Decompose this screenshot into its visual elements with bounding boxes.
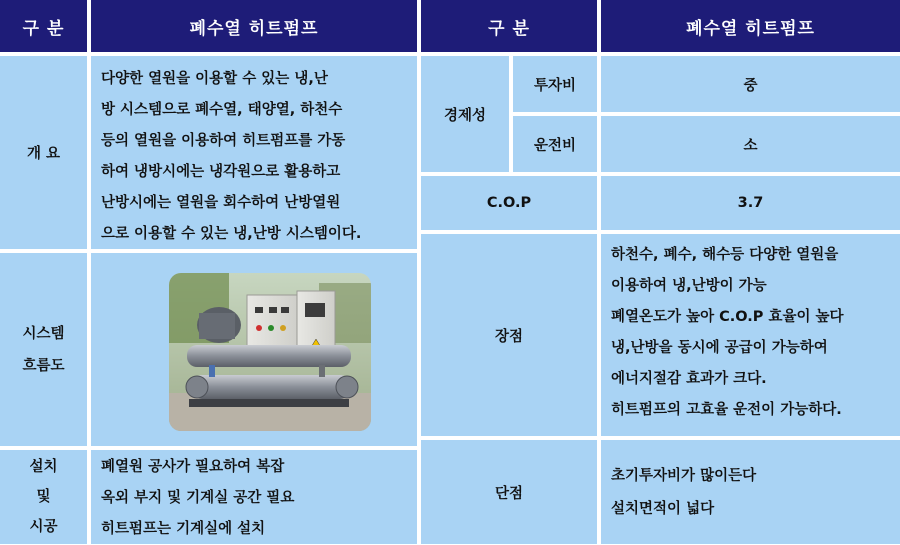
overview-line: 다양한 열원을 이용할 수 있는 냉,난: [101, 71, 328, 87]
install-label-line1: 설치: [29, 459, 58, 475]
install-line: 히트펌프는 기계실에 설치: [101, 521, 266, 537]
overview-label: 개 요: [0, 56, 87, 249]
operating-cost-value: 소: [601, 116, 900, 172]
advantages-text: [601, 234, 900, 436]
cop-label: C.O.P: [421, 176, 597, 230]
economy-label: 경제성: [421, 56, 509, 172]
advantage-line: 냉,난방을 동시에 공급이 가능하여: [611, 340, 828, 356]
operating-cost-label: 운전비: [513, 116, 597, 172]
install-line: 폐열원 공사가 필요하여 복잡: [101, 459, 285, 475]
advantage-line: 히트펌프의 고효율 운전이 가능하다.: [611, 402, 842, 418]
system-photo-cell: [91, 253, 417, 446]
overview-line: 방 시스템으로 폐수열, 태양열, 하천수: [101, 102, 343, 118]
install-line: 옥외 부지 및 기계실 공간 필요: [101, 490, 295, 506]
advantage-line: 이용하여 냉,난방이 가능: [611, 278, 767, 294]
overview-line: 으로 이용할 수 있는 냉,난방 시스템이다.: [101, 226, 362, 242]
system-flow-label: [0, 253, 87, 446]
cop-value: 3.7: [601, 176, 900, 230]
overview-text: [91, 56, 417, 249]
advantage-line: 에너지절감 효과가 크다.: [611, 371, 767, 387]
right-header-category: 구 분: [421, 0, 597, 52]
invest-cost-label: 투자비: [513, 56, 597, 112]
advantages-label: 장점: [421, 234, 597, 436]
right-header-title: 폐수열 히트펌프: [601, 0, 900, 52]
system-flow-label-line2: 흐름도: [22, 357, 65, 374]
install-text: [91, 450, 417, 544]
system-flow-label-line1: 시스템: [22, 325, 65, 342]
left-header-title: 폐수열 히트펌프: [91, 0, 417, 52]
heat-pump-photo: [169, 273, 371, 431]
advantage-line: 폐열온도가 높아 C.O.P 효율이 높다: [611, 309, 844, 325]
disadvantage-line: 설치면적이 넓다: [611, 501, 715, 517]
install-label-line3: 시공: [29, 519, 58, 535]
install-label-line2: 및: [36, 489, 51, 505]
overview-line: 하여 냉방시에는 냉각원으로 활용하고: [101, 164, 341, 180]
disadvantages-label: 단점: [421, 440, 597, 544]
overview-line: 난방시에는 열원을 회수하여 난방열원: [101, 195, 341, 211]
advantage-line: 하천수, 폐수, 해수등 다양한 열원을: [611, 247, 839, 263]
overview-line: 등의 열원을 이용하여 히트펌프를 가동: [101, 133, 346, 149]
disadvantage-line: 초기투자비가 많이든다: [611, 468, 757, 484]
invest-cost-value: 중: [601, 56, 900, 112]
install-label: [0, 450, 87, 544]
left-header-category: 구 분: [0, 0, 87, 52]
disadvantages-text: [601, 440, 900, 544]
